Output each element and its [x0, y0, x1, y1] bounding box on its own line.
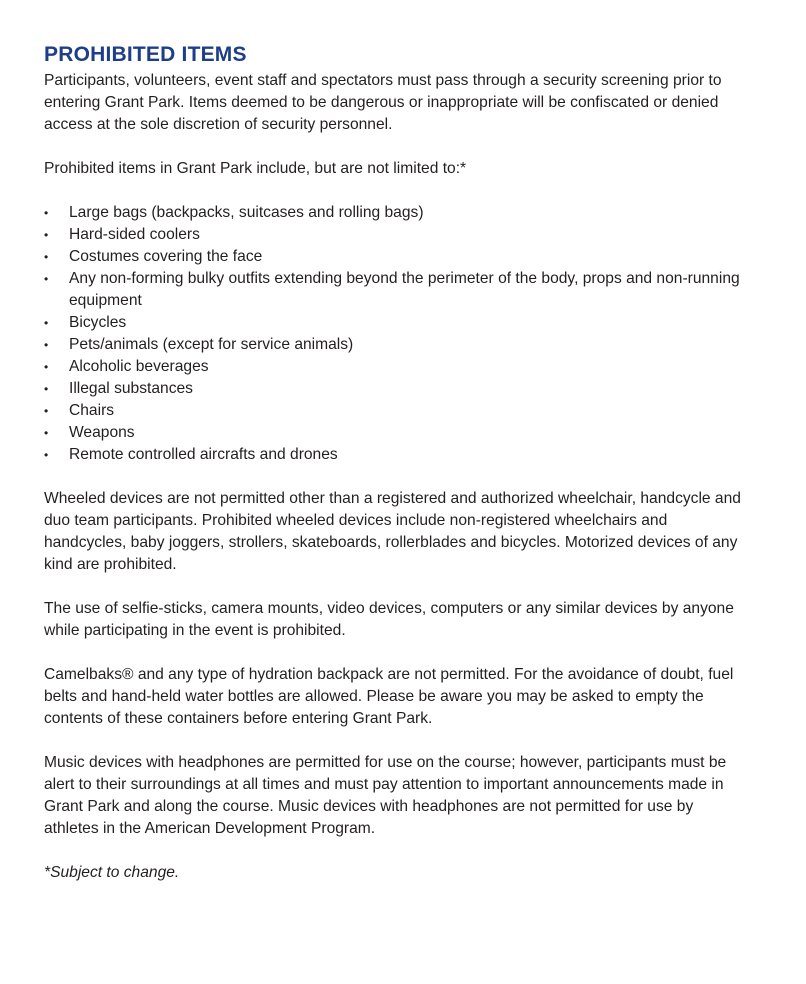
list-item	[44, 312, 744, 334]
list-item-text: Illegal substances	[69, 380, 193, 397]
bullet-icon: •	[44, 250, 49, 264]
list-item	[44, 246, 744, 268]
spacer	[44, 840, 744, 862]
list-item-text: Remote controlled aircrafts and drones	[69, 446, 338, 463]
list-item-text: Bicycles	[69, 314, 127, 331]
footnote: *Subject to change.	[44, 864, 180, 881]
spacer	[44, 180, 744, 202]
music-devices-paragraph: Music devices with headphones are permitted for use on the course; however, participants must be alert to their surroundings at all times and must pay attention to important announcements made in Grant Park and along the course. Music devices with headphones are not permitted for use by athletes in the American Development Program.	[44, 754, 727, 837]
bullet-icon: •	[44, 272, 49, 286]
spacer	[44, 730, 744, 752]
list-item	[44, 422, 744, 444]
list-item-text: Alcoholic beverages	[69, 358, 209, 375]
spacer	[44, 136, 744, 158]
wheeled-devices-paragraph: Wheeled devices are not permitted other than a registered and authorized wheelchair, handcycle and duo team participants. Prohibited wheeled devices include non-registered wheelchairs and handcycles, baby joggers, strollers, skateboards, rollerblades and bicycles. Motorized devices of any kind are prohibited.	[44, 490, 741, 573]
bullet-icon: •	[44, 316, 49, 330]
bullet-icon: •	[44, 426, 49, 440]
list-item	[44, 356, 744, 378]
page-title: PROHIBITED ITEMS	[44, 43, 247, 66]
intro-paragraph: Participants, volunteers, event staff and spectators must pass through a security screening prior to entering Grant Park. Items deemed to be dangerous or inappropriate will be confiscated or denied access at the sole discretion of security personnel.	[44, 72, 722, 133]
bullet-icon: •	[44, 360, 49, 374]
bullet-icon: •	[44, 228, 49, 242]
bullet-icon: •	[44, 206, 49, 220]
list-item	[44, 224, 744, 246]
list-item-text: Pets/animals (except for service animals)	[69, 336, 354, 353]
bullet-icon: •	[44, 404, 49, 418]
selfie-sticks-paragraph: The use of selfie-sticks, camera mounts, video devices, computers or any similar devices by anyone while participating in the event is prohibited.	[44, 600, 734, 639]
list-item-text: Weapons	[69, 424, 135, 441]
list-intro: Prohibited items in Grant Park include, but are not limited to:*	[44, 160, 467, 177]
spacer	[44, 642, 744, 664]
list-item	[44, 400, 744, 422]
spacer	[44, 466, 744, 488]
list-item-text: Hard-sided coolers	[69, 226, 200, 243]
bullet-icon: •	[44, 338, 49, 352]
list-item-text: Large bags (backpacks, suitcases and rolling bags)	[69, 204, 424, 221]
prohibited-items-list	[44, 202, 744, 466]
document-page	[44, 40, 744, 884]
list-item-text: Chairs	[69, 402, 115, 419]
list-item	[44, 378, 744, 400]
list-item-text: Any non-forming bulky outfits extending beyond the perimeter of the body, props and non-running equipment	[69, 270, 740, 309]
bullet-icon: •	[44, 382, 49, 396]
list-item	[44, 334, 744, 356]
list-item	[44, 202, 744, 224]
list-item	[44, 444, 744, 466]
list-item	[44, 268, 744, 312]
spacer	[44, 576, 744, 598]
hydration-paragraph: Camelbaks® and any type of hydration backpack are not permitted. For the avoidance of doubt, fuel belts and hand-held water bottles are allowed. Please be aware you may be asked to empty the contents of these containers before entering Grant Park.	[44, 666, 734, 727]
list-item-text: Costumes covering the face	[69, 248, 263, 265]
bullet-icon: •	[44, 448, 49, 462]
